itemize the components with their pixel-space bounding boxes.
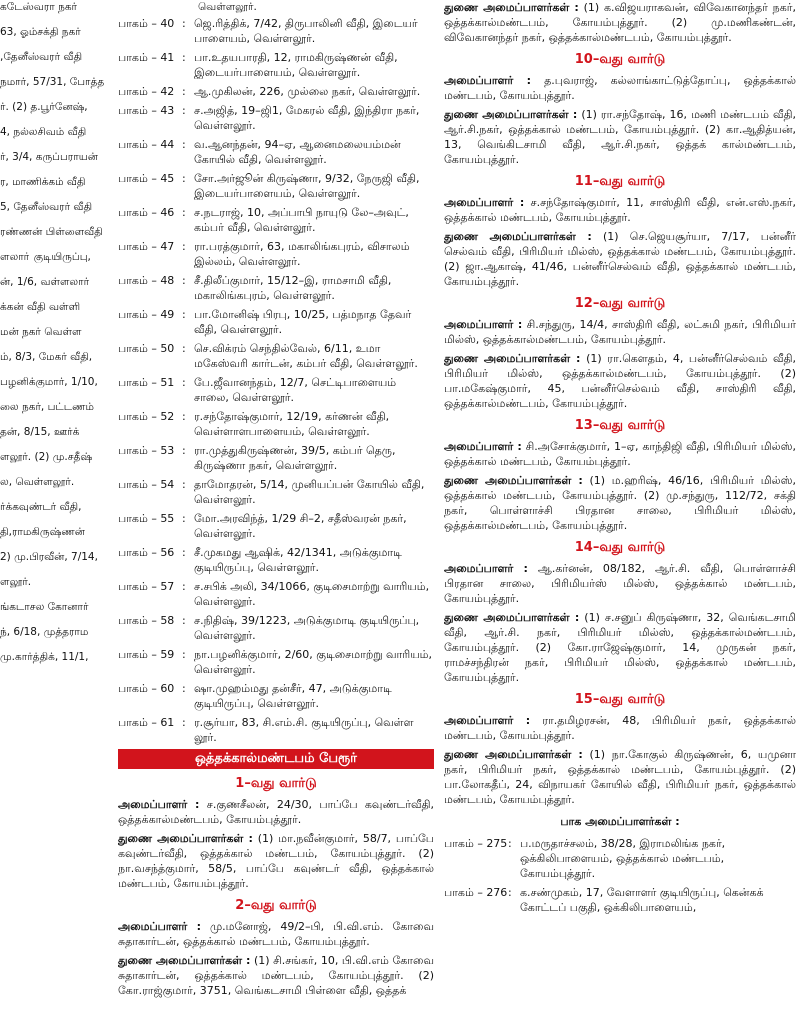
- bagam-address: பா.உதயபாரதி, 12, ராமகிருஷ்ணன் வீதி, இடையர்பாளையம், வெள்ளலூர்.: [194, 51, 398, 79]
- fragment-line: ம், 8/3, மேகர் வீதி,: [0, 351, 93, 363]
- separator: :: [182, 274, 186, 287]
- separator: :: [182, 444, 186, 457]
- ward-deputies: [444, 747, 796, 807]
- organizer-text: த.புவராஜ், கல்லாங்காட்டுத்தோப்பு, ஒத்தக்கால் மண்டபம், கோயம்புத்தூர்.: [444, 74, 796, 102]
- fragment-line: நமார், 57/31, போத்த: [0, 76, 105, 88]
- separator: :: [182, 17, 186, 30]
- separator: :: [182, 206, 186, 219]
- organizer-text: ச.குணசீலன், 24/30, பாப்பே கவுண்டர்வீதி, ஒத்தக்கால்மண்டபம், கோயம்புத்தூர்.: [118, 798, 434, 826]
- organizer-text: மு.மனோஜ், 49/2–பி, பி.வி.எம். கோவை சுதாகார்டன், ஒத்தக்கால் மண்டபம், கோயம்புத்தூர்.: [118, 920, 434, 948]
- fragment-line: 63, ஓம்சக்தி நகர்: [0, 26, 81, 38]
- ward-organizer: [118, 797, 434, 827]
- bagam-entry: [118, 205, 434, 235]
- organizer-label: அமைப்பாளர் :: [444, 74, 532, 87]
- bagam-number: பாகம் – 49: [118, 308, 175, 321]
- middle-column: [118, 0, 434, 1036]
- separator: :: [182, 410, 186, 423]
- organizer-label: அமைப்பாளர் :: [444, 714, 531, 727]
- deputy-label: துணை அமைப்பாளர்கள் :: [444, 352, 581, 365]
- bagam-address: ர.சூர்யா, 83, சி.எம்.சி. குடியிருப்பு, வெள்ள லூர்.: [194, 716, 414, 744]
- bagam-number: பாகம் – 53: [118, 444, 175, 457]
- bagam-address: பா.மோனிஷ் பிரபு, 10/25, பத்மநாத தேவர் வீதி, வெள்ளலூர்.: [194, 308, 412, 336]
- separator: :: [182, 308, 186, 321]
- bagam-address: ஆ.முகிலன், 226, முல்லை நகர், வெள்ளலூர்.: [194, 85, 421, 98]
- bagam-number: பாகம் – 42: [118, 85, 175, 98]
- separator: :: [182, 682, 186, 695]
- bagam-number: பாகம் – 40: [118, 17, 175, 30]
- separator: :: [182, 614, 186, 627]
- ward-organizer: [444, 317, 796, 347]
- bagam-address: ச.நிதிஷ், 39/1223, அடுக்குமாடி குடியிருப்பு, வெள்ளலூர்.: [194, 614, 420, 642]
- bagam-number: பாகம் – 44: [118, 138, 175, 151]
- bagam-number: பாகம் – 276: [444, 886, 508, 899]
- bagam-number: பாகம் – 48: [118, 274, 175, 287]
- organizer-label: அமைப்பாளர் :: [444, 318, 523, 331]
- organizer-text: சி.அசோக்குமார், 1–ஏ, காந்திஜி வீதி, பிரிமியர் மில்ஸ், ஒத்தக்கால் மண்டபம், கோயம்புத்தூர்.: [444, 440, 796, 468]
- organizer-text: ஆ.கர்னன், 08/182, ஆர்.சி. வீதி, பொள்ளாச்சி பிரதான சாலை, பிரிமியர்ஸ் மில்ஸ், ஒத்தக்கால் மண்டபம், கோயம்புத்தூர்.: [444, 562, 796, 605]
- deputy-label: துணை அமைப்பாளர்கள் :: [444, 611, 580, 624]
- organizer-label: அமைப்பாளர் :: [444, 440, 522, 453]
- bagam-entry: [118, 273, 434, 303]
- deputy-text: (1) செ.ஜெயசூர்யா, 7/17, பன்னீர் செல்வம் வீதி, பிரிமியர் மில்ஸ், ஒத்தக்கால் மண்டபம், கோயம்புத்தூர். (2) ஜா.ஆகாஷ், 41/46, பன்னீர்செல்வம் வீதி, ஒத்தக்கால் மண்டபம், கோயம்புத்தூர்.: [444, 230, 796, 288]
- fragment-line: 2) மு.பிரவீன், 7/14,: [0, 551, 98, 563]
- deputy-label: துணை அமைப்பாளர்கள் :: [444, 230, 592, 243]
- ward-title: 2–வது வார்டு: [235, 898, 317, 913]
- bagam-entry: [118, 50, 434, 80]
- bagam-number: பாகம் – 52: [118, 410, 175, 423]
- organizer-label: அமைப்பாளர் :: [444, 562, 528, 575]
- fragment-line: ரண்ணன் பிள்ளைவீதி: [0, 226, 103, 238]
- bagam-address: நா.பழனிக்குமார், 2/60, குடிசைமாற்று வாரியம், வெள்ளலூர்.: [194, 648, 432, 676]
- separator: :: [182, 138, 186, 151]
- bagam-number: பாகம் – 47: [118, 240, 175, 253]
- ward-organizer: [444, 713, 796, 743]
- ward-title: 10–வது வார்டு: [574, 52, 666, 67]
- fragment-line: ர். (2) த.பூர்னேஷ்,: [0, 101, 88, 113]
- separator: :: [182, 546, 186, 559]
- separator: :: [508, 886, 512, 899]
- separator: :: [182, 51, 186, 64]
- ward-deputies: [444, 107, 796, 167]
- bagam-entry: [118, 579, 434, 609]
- separator: :: [182, 240, 186, 253]
- bagam-number: பாகம் – 50: [118, 342, 175, 355]
- separator: :: [182, 104, 186, 117]
- ward-title: 11–வது வார்டு: [574, 174, 666, 189]
- ward-title: 15–வது வார்டு: [574, 692, 666, 707]
- deputy-label: துணை அமைப்பாளர்கள் :: [118, 954, 251, 967]
- deputy-text: (1) ரா.கௌதம், 4, பன்னீர்செல்வம் வீதி, பிரிமியர் மில்ஸ், ஒத்தக்கால்மண்டபம், கோயம்புத்தூர். (2) பா.மகேஷ்குமார், 45, பன்னீர்செல்வம் வீதி, சாஸ்திரி வீதி, ஒத்தக்கால்மண்டபம், கோயம்புத்தூர்.: [444, 352, 796, 410]
- bagam-entry: [118, 171, 434, 201]
- deputy-text: (1) மா.நவீன்குமார், 58/7, பாப்பே கவுண்டர்வீதி, ஒத்தக்கால் மண்டபம், கோயம்புத்தூர். (2) நா.வசந்த்குமார், 58/5, பாப்பே கவுண்டர் வீதி, ஒத்தக்கால் மண்டபம், கோயம்புத்தூர்.: [118, 832, 434, 890]
- bagam-entry: [118, 613, 434, 643]
- ward-deputies: [444, 351, 796, 411]
- ward-deputies: [444, 0, 796, 45]
- ward-list: [118, 775, 434, 998]
- bagam-entry: [118, 307, 434, 337]
- fragment-line: 5, தேனீஸ்வரர் வீதி: [0, 201, 93, 213]
- ward-deputies: [444, 229, 796, 289]
- fragment-line: ங்கடாசல கோனார்: [0, 601, 89, 613]
- ward-title: 12–வது வார்டு: [574, 296, 666, 311]
- bagam-number: பாகம் – 59: [118, 648, 175, 661]
- section-title: ஒத்தக்கால்மண்டபம் பேரூர்: [118, 749, 434, 769]
- separator: :: [182, 716, 186, 729]
- bagam-address: ப.மருதாச்சலம், 38/28, இராமலிங்க நகர், ஒக்கிலிபாளையம், ஒத்தக்கால் மண்டபம், கோயம்புத்தூர்.: [520, 837, 726, 880]
- fragment-line: ளலூர்.: [0, 576, 32, 588]
- bagam-number: பாகம் – 54: [118, 478, 175, 491]
- fragment-line: மு.கார்த்திக், 11/1,: [0, 651, 89, 663]
- fragment-line: ர், 3/4, கருப்பராயன்: [0, 151, 98, 163]
- bagam-entry: [118, 715, 434, 745]
- deputy-text: (1) ம.ஹரிஷ், 46/16, பிரிமியர் மில்ஸ், ஒத்தக்கால் மண்டபம், கோயம்புத்தூர். (2) மு.சந்துரு, 112/72, சக்தி நகர், பொள்ளாச்சி பிரதான சாலை, பிரிமியர் மில்ஸ், ஒத்தக்கால்மண்டபம், கோயம்புத்தூர்.: [444, 474, 796, 532]
- bagam-address: செ.விக்ரம் செந்தில்வேல், 6/11, உமா மகேஸ்வரி கார்டன், கம்பர் வீதி, வெள்ளலூர்.: [194, 342, 418, 370]
- bagam-entry: [118, 137, 434, 167]
- bagam-address: சீ.திலீப்குமார், 15/12–இ, ராமசாமி வீதி, மகாலிங்கபுரம், வெள்ளலூர்.: [194, 274, 392, 302]
- fragment-line: ர, மாணிக்கம் வீதி: [0, 176, 86, 188]
- bagam-entry: [118, 16, 434, 46]
- deputy-text: (1) சி.சங்கர், 10, பி.வி.எம் கோவை சுதாகார்டன், ஒத்தக்கால் மண்டபம், கோயம்புத்தூர். (2) கோ.ராஜ்குமார், 3751, வெங்கடசாமி பிள்ளை வீதி, ஒத்தக்: [118, 954, 434, 997]
- bagam-address: ச.நடராஜ், 10, அப்பாபி நாயுடு லே–அவுட், கம்பர் வீதி, வெள்ளலூர்.: [194, 206, 409, 234]
- bagam-entry: [118, 375, 434, 405]
- organizer-text: ரா.தமிழரசன், 48, பிரிமியர் நகர், ஒத்தக்கால் மண்டபம், கோயம்புத்தூர்.: [444, 714, 796, 742]
- bagam-entry: [118, 511, 434, 541]
- bagam-address: சோ.அர்ஜூன் கிருஷ்ணா, 9/32, நேருஜி வீதி, இடையர்பாளையம், வெள்ளலூர்.: [194, 172, 420, 200]
- separator: :: [508, 837, 512, 850]
- ward-deputies: [118, 953, 434, 998]
- deputy-label: துணை அமைப்பாளர்கள் :: [444, 1, 579, 14]
- bagam-entry: [444, 836, 796, 881]
- bagam-address: ச.சபிக் அலி, 34/1066, குடிசைமாற்று வாரியம், வெள்ளலூர்.: [194, 580, 430, 608]
- left-column-fragment: [0, 0, 106, 1036]
- bagam-address: மோ.அரவிந்த், 1/29 சி–2, சதீஸ்வரன் நகர், வெள்ளலூர்.: [194, 512, 407, 540]
- bagam-number: பாகம் – 43: [118, 104, 175, 117]
- bagam-entry: [118, 545, 434, 575]
- deputy-text: (1) ச.சனுப் கிருஷ்ணா, 32, வெங்கடசாமி வீதி, ஆர்.சி. நகர், பிரிமியர் மில்ஸ், ஒத்தக்கால்மண்டபம், கோயம்புத்தூர். (2) கோ.ராஜேஷ்குமார், 14, முருகன் நகர், ராமச்சந்திரன் நகர், பிரிமியர் மில்ஸ், ஒத்தக்கால் மண்டபம், கோயம்புத்தூர்.: [444, 611, 796, 684]
- deputy-text: (1) க.விஜயராகவன், விவேகானந்தர் நகர், ஒத்தக்கால்மண்டபம், கோயம்புத்தூர். (2) மு.மணிகண்டன், விவேகானந்தர் நகர், ஒத்தக்கால்மண்டபம், கோயம்புத்தூர்.: [444, 1, 796, 44]
- bagam-number: பாகம் – 41: [118, 51, 175, 64]
- deputy-text: (1) நா.கோகுல் கிருஷ்ணன், 6, யமுனா நகர், பிரிமியர் நகர், ஒத்தக்கால் மண்டபம், கோயம்புத்தூர். (2) பா.லோகதீப், 24, விநாயகர் கோயில் வீதி, பிரிமியர் நகர், ஒத்தக்கால் மண்டபம், கோயம்புத்தூர்.: [444, 748, 796, 806]
- separator: :: [182, 512, 186, 525]
- organizer-label: அமைப்பாளர் :: [118, 798, 200, 811]
- fragment-line: ந், 6/18, முத்தராம: [0, 626, 89, 638]
- bagam-number: பாகம் – 46: [118, 206, 175, 219]
- bagam-address: வ.ஆனந்தன், 94–ஏ, ஆனைமலையம்மன் கோயில் வீதி, வெள்ளலூர்.: [194, 138, 401, 166]
- fragment-line: மன் நகர் வெள்ள: [0, 326, 82, 338]
- bagam-entry: [118, 341, 434, 371]
- continued-line: வெள்ளலூர்.: [198, 1, 257, 13]
- fragment-line: ர்க்கவுண்டர் வீதி,: [0, 501, 82, 513]
- separator: :: [182, 580, 186, 593]
- fragment-line: தன், 8/15, ஊர்க்: [0, 426, 80, 438]
- fragment-line: தி,ராமகிருஷ்ணன்: [0, 526, 85, 538]
- bagam-address: ச.அஜித், 19–ஜி1, மேகரல் வீதி, இந்திரா நகர், வெள்ளலூர்.: [194, 104, 420, 132]
- bagam-address: சீ.முகமது ஆஷிக், 42/1341, அடுக்குமாடி குடியிருப்பு, வெள்ளலூர்.: [194, 546, 402, 574]
- ward-deputies: [444, 473, 796, 533]
- deputy-label: துணை அமைப்பாளர்கள் :: [444, 474, 583, 487]
- deputy-text: (1) ரா.சந்தோஷ், 16, மணி மண்டபம் வீதி, ஆர்.சி.நகர், ஒத்தக்கால் மண்டபம், கோயம்புத்தூர். (2) கா.ஆதித்யன், 13, வெங்கிடசாமி வீதி, ஆர்.சி.நகர், ஒத்தக் கால்மண்டபம், கோயம்புத்தூர்.: [444, 108, 796, 166]
- bagam-entry: [118, 443, 434, 473]
- bagam-address: ஷா.முஹம்மது தன்சீர், 47, அடுக்குமாடி குடியிருப்பு, வெள்ளலூர்.: [194, 682, 392, 710]
- bagam-number: பாகம் – 51: [118, 376, 175, 389]
- separator: :: [182, 648, 186, 661]
- separator: :: [182, 172, 186, 185]
- deputy-label: துணை அமைப்பாளர்கள் :: [444, 108, 578, 121]
- bagam-number: பாகம் – 58: [118, 614, 175, 627]
- bagam-number: பாகம் – 55: [118, 512, 175, 525]
- bagam-address: ரா.பரத்குமார், 63, மகாலிங்கபுரம், விசாலம் இல்லம், வெள்ளலூர்.: [194, 240, 410, 268]
- ward-list: [444, 51, 796, 807]
- ward-organizer: [444, 73, 796, 103]
- bagam-entry: [118, 103, 434, 133]
- bagam-address: தாமோதரன், 5/14, முனியப்பன் கோயில் வீதி, வெள்ளலூர்.: [194, 478, 425, 506]
- ward-organizer: [118, 919, 434, 949]
- organizer-label: அமைப்பாளர் :: [444, 196, 525, 209]
- organizer-label: அமைப்பாளர் :: [118, 920, 201, 933]
- fragment-line: 4, நல்லசிவம் வீதி: [0, 126, 87, 138]
- separator: :: [182, 85, 186, 98]
- bagam-list: [118, 16, 434, 745]
- bagam-number: பாகம் – 61: [118, 716, 175, 729]
- fragment-line: ,தேனீஸ்வரர் வீதி: [0, 51, 83, 63]
- fragment-line: ல, வெள்ளலூர்.: [0, 476, 75, 488]
- bagam-entry: [118, 84, 434, 99]
- bagam-entry: [444, 885, 796, 915]
- fragment-line: ளலாா் குடியிருப்பு,: [0, 251, 91, 263]
- bagam-entry: [118, 647, 434, 677]
- ward-title: 13–வது வார்டு: [574, 418, 666, 433]
- bagam-address: பே.ஜீவானந்தம், 12/7, செட்டிபாளையம் சாலை, வெள்ளலூர்.: [194, 376, 397, 404]
- bagam-list: [444, 836, 796, 915]
- bagam-heading: பாக அமைப்பாளர்கள் :: [560, 815, 680, 828]
- separator: :: [182, 478, 186, 491]
- bagam-entry: [118, 681, 434, 711]
- ward-organizer: [444, 439, 796, 469]
- fragment-line: க்கன் வீதி வள்ளி: [0, 301, 81, 313]
- bagam-entry: [118, 409, 434, 439]
- fragment-line: ன், 1/6, வள்ளலார்: [0, 276, 90, 288]
- organizer-text: சி.சந்துரு, 14/4, சாஸ்திரி வீதி, லட்சுமி நகர், பிரிமியர் மில்ஸ், ஒத்தக்கால்மண்டபம், கோயம்புத்தூர்.: [444, 318, 796, 346]
- ward-organizer: [444, 195, 796, 225]
- separator: :: [182, 376, 186, 389]
- bagam-entry: [118, 239, 434, 269]
- right-column: [444, 0, 796, 1036]
- bagam-entry: [118, 477, 434, 507]
- ward-deputies: [118, 831, 434, 891]
- bagam-number: பாகம் – 275: [444, 837, 508, 850]
- ward-title: 14–வது வார்டு: [574, 540, 666, 555]
- fragment-line: கடேஸ்வரா நகர்: [0, 1, 78, 13]
- ward-deputies: [444, 610, 796, 685]
- deputy-label: துணை அமைப்பாளர்கள் :: [444, 748, 583, 761]
- bagam-number: பாகம் – 45: [118, 172, 175, 185]
- bagam-address: ஜெ.ரித்திக், 7/42, திருபாலினி வீதி, இடையர் பாளையம், வெள்ளலூர்.: [194, 17, 418, 45]
- deputy-label: துணை அமைப்பாளர்கள் :: [118, 832, 253, 845]
- fragment-line: லை நகர், பட்டணம்: [0, 401, 94, 413]
- organizer-text: ச.சந்தோஷ்குமார், 11, சாஸ்திரி வீதி, என்.எஸ்.நகர், ஒத்தக்கால் மண்டபம், கோயம்புத்தூர்.: [444, 196, 796, 224]
- ward-organizer: [444, 561, 796, 606]
- bagam-number: பாகம் – 57: [118, 580, 175, 593]
- separator: :: [182, 342, 186, 355]
- bagam-address: ர.சந்தோஷ்குமார், 12/19, கர்ணன் வீதி, வெள்ளாளபாளையம், வெள்ளலூர்.: [194, 410, 390, 438]
- bagam-number: பாகம் – 56: [118, 546, 175, 559]
- bagam-address: ரா.முத்துகிருஷ்ணன், 39/5, கம்பர் தெரு, கிருஷ்ணா நகர், வெள்ளலூர்.: [194, 444, 396, 472]
- fragment-line: ளலூர். (2) மு.சதீஷ்: [0, 451, 93, 463]
- fragment-line: பழனிக்குமார், 1/10,: [0, 376, 98, 388]
- bagam-number: பாகம் – 60: [118, 682, 175, 695]
- ward-title: 1–வது வார்டு: [235, 776, 317, 791]
- bagam-address: க.சண்முகம், 17, வேளாளர் குடியிருப்பு, கென்கக் கோட்டப் பகுதி, ஒக்கிலிபாளையம்,: [520, 886, 764, 914]
